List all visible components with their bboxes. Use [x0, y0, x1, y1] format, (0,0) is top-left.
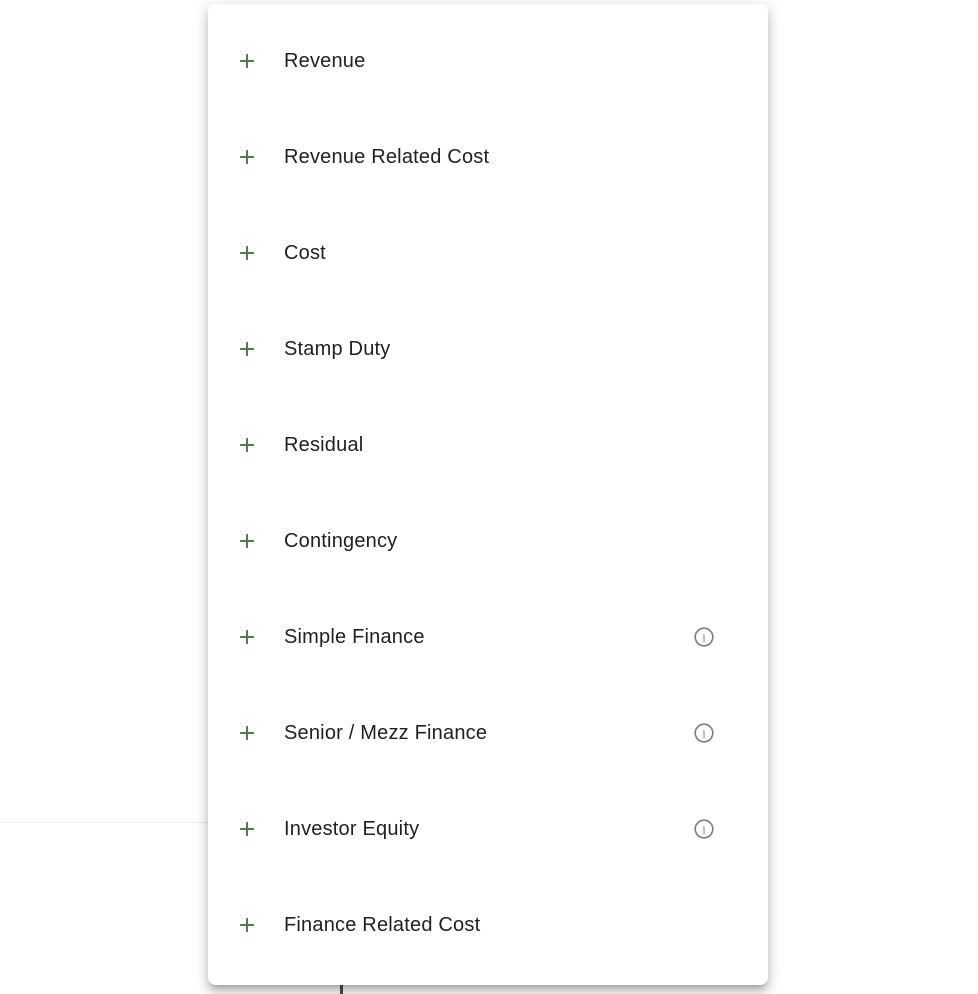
- menu-item-label: Revenue: [284, 50, 366, 72]
- plus-icon[interactable]: [236, 530, 258, 552]
- background-divider-line: [0, 822, 216, 823]
- menu-item-revenue[interactable]: [208, 13, 768, 109]
- menu-item-label: Simple Finance: [284, 626, 425, 648]
- menu-item-investor-equity[interactable]: [208, 781, 768, 877]
- svg-text:i: i: [702, 630, 706, 645]
- plus-icon[interactable]: [236, 434, 258, 456]
- menu-item-simple-finance[interactable]: [208, 589, 768, 685]
- menu-item-label: Contingency: [284, 530, 398, 552]
- plus-icon[interactable]: [236, 50, 258, 72]
- menu-item-contingency[interactable]: [208, 493, 768, 589]
- info-icon[interactable]: [693, 626, 715, 648]
- plus-icon[interactable]: [236, 914, 258, 936]
- menu-item-label: Investor Equity: [284, 818, 420, 840]
- plus-icon[interactable]: [236, 626, 258, 648]
- info-icon[interactable]: [693, 818, 715, 840]
- plus-icon[interactable]: [236, 818, 258, 840]
- menu-item-label: Stamp Duty: [284, 338, 391, 360]
- menu-item-label: Finance Related Cost: [284, 914, 481, 936]
- menu-item-stamp-duty[interactable]: [208, 301, 768, 397]
- menu-item-revenue-related-cost[interactable]: [208, 109, 768, 205]
- menu-item-label: Cost: [284, 242, 326, 264]
- menu-item-label: Revenue Related Cost: [284, 146, 490, 168]
- svg-text:i: i: [702, 726, 706, 741]
- add-item-menu: [208, 4, 768, 985]
- menu-item-label: Residual: [284, 434, 364, 456]
- plus-icon[interactable]: [236, 242, 258, 264]
- menu-item-cost[interactable]: [208, 205, 768, 301]
- background-caret-line: [340, 984, 343, 994]
- svg-text:i: i: [702, 822, 706, 837]
- menu-item-senior-mezz-finance[interactable]: [208, 685, 768, 781]
- plus-icon[interactable]: [236, 722, 258, 744]
- menu-item-finance-related-cost[interactable]: [208, 877, 768, 973]
- plus-icon[interactable]: [236, 338, 258, 360]
- plus-icon[interactable]: [236, 146, 258, 168]
- info-icon[interactable]: [693, 722, 715, 744]
- menu-item-label: Senior / Mezz Finance: [284, 722, 488, 744]
- menu-item-residual[interactable]: [208, 397, 768, 493]
